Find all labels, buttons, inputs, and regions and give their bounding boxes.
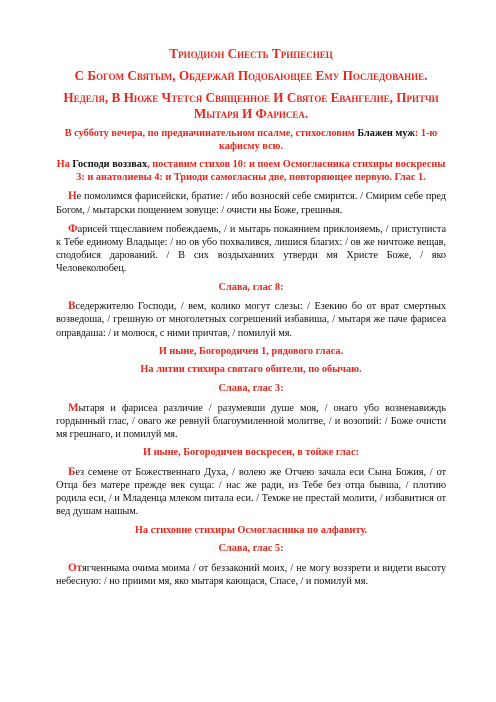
rubric-gv-part1: На: [56, 159, 73, 171]
drop-cap: М: [68, 401, 79, 414]
rubric-saturday-black: Блажен муж: [357, 128, 415, 139]
rubric-gospodi-vozzvah: [56, 159, 446, 184]
rubric-i-nyne-1: И ныне, Богородичен 1, рядового гласа.: [158, 345, 344, 357]
title-triodion: Триодион Сиесть Трипеснец: [169, 46, 333, 61]
drop-cap: От: [68, 561, 83, 574]
theotokion: [56, 466, 446, 519]
stichera-3: [56, 300, 446, 340]
drop-cap: Ф: [68, 222, 78, 235]
stichera-2: [56, 223, 446, 276]
stichera-text: седержителю Господи, / вем, колико могут слезы: / Езекию бо от врат смертных возведоша, / грешную от многолетных согрешений избавиша, / мытаря же паче фарисеа оправдаша: / и молюся, с ними причтав, / помилуй мя.: [56, 301, 446, 339]
rubric-saturday-red2: : 1-ю кафисму всю.: [219, 128, 438, 152]
drop-cap: В: [68, 300, 76, 313]
rubric-slava-5: Слава, глас 5:: [218, 543, 284, 555]
rubric-litiya: На литии стихира святаго обители, по обычаю.: [140, 364, 362, 376]
rubric-stikhovne: На стиховне стихиры Осмогласника по алфавиту.: [134, 524, 368, 536]
drop-cap: Н: [68, 190, 77, 203]
rubric-slava-3: Слава, глас 3:: [218, 382, 284, 394]
title-sunday: Неделя, В Нюже Чтется Священное И Святое Евангелие, Притчи Мытаря И Фарисеа.: [63, 90, 439, 121]
stichera-5: [56, 562, 446, 588]
title-invocation: С Богом Святым, Обдержай Подобающее Ему Последование.: [74, 68, 428, 83]
stichera-4: [56, 402, 446, 442]
rubric-saturday: [56, 128, 446, 153]
rubric-slava-8: Слава, глас 8:: [218, 281, 284, 293]
theotokion-text: ез семене от Божественнаго Духа, / волею же Отчею зачала еси Сына Божия, / от Отца без матере прежде век суща: / нас же ради, из Тебе без отца бывша, / плотию родила еси, / и Младенца млеком питала еси. / Темже не престай молити, / избавитися от вед душам нашым.: [56, 466, 446, 518]
rubric-saturday-red: В субботу вечера, по предначинательном псалме, стихословим: [64, 128, 358, 139]
stichera-text: е помолимся фарисейски, братие: / ибо возносяй себе смирится. / Смирим себе пред Богом, / мытарски пощением зовуще: / очисти ны Боже, грешныя.: [56, 191, 446, 216]
rubric-gv-part2: , поставим стихов 10: и поем Осмогласника стихиры воскресны 3: и анатолиевы 4: и Триоди самогласны две, повторяющее первую. Глас 1.: [76, 159, 446, 183]
stichera-text: ягченныма очима моима / от беззаконий моих, / не могу воззрети и видети высоту небесную: / но приими мя, яко мытаря кающася, Спасе, / и помилуй мя.: [56, 562, 446, 587]
drop-cap: Б: [68, 465, 76, 478]
rubric-gv-black: Господи воззвах: [72, 159, 148, 171]
stichera-1: [56, 190, 446, 216]
rubric-i-nyne-2: И ныне, Богородичен воскресен, в тойже глас:: [143, 447, 359, 459]
stichera-text: арисей тщеславием побеждаемь, / и мытарь покаянием приклоняемь, / приступиста к Тебе единому Владыце: / но ов убо похвалився, лишися благих: / ов же ничтоже вещав, сподобися дарований. / В сих воздыханиих утверди мя Христе Боже, / яко Человеколюбец.: [56, 223, 446, 275]
stichera-text: ытаря и фарисеа различие / разумевши душе моя, / онаго убо возненавиждь гордынный глас, / оваго же ревнуй благоумиленной молитве, / и возопий: / Боже очисти мя грешнаго, и помилуй мя.: [56, 402, 446, 440]
